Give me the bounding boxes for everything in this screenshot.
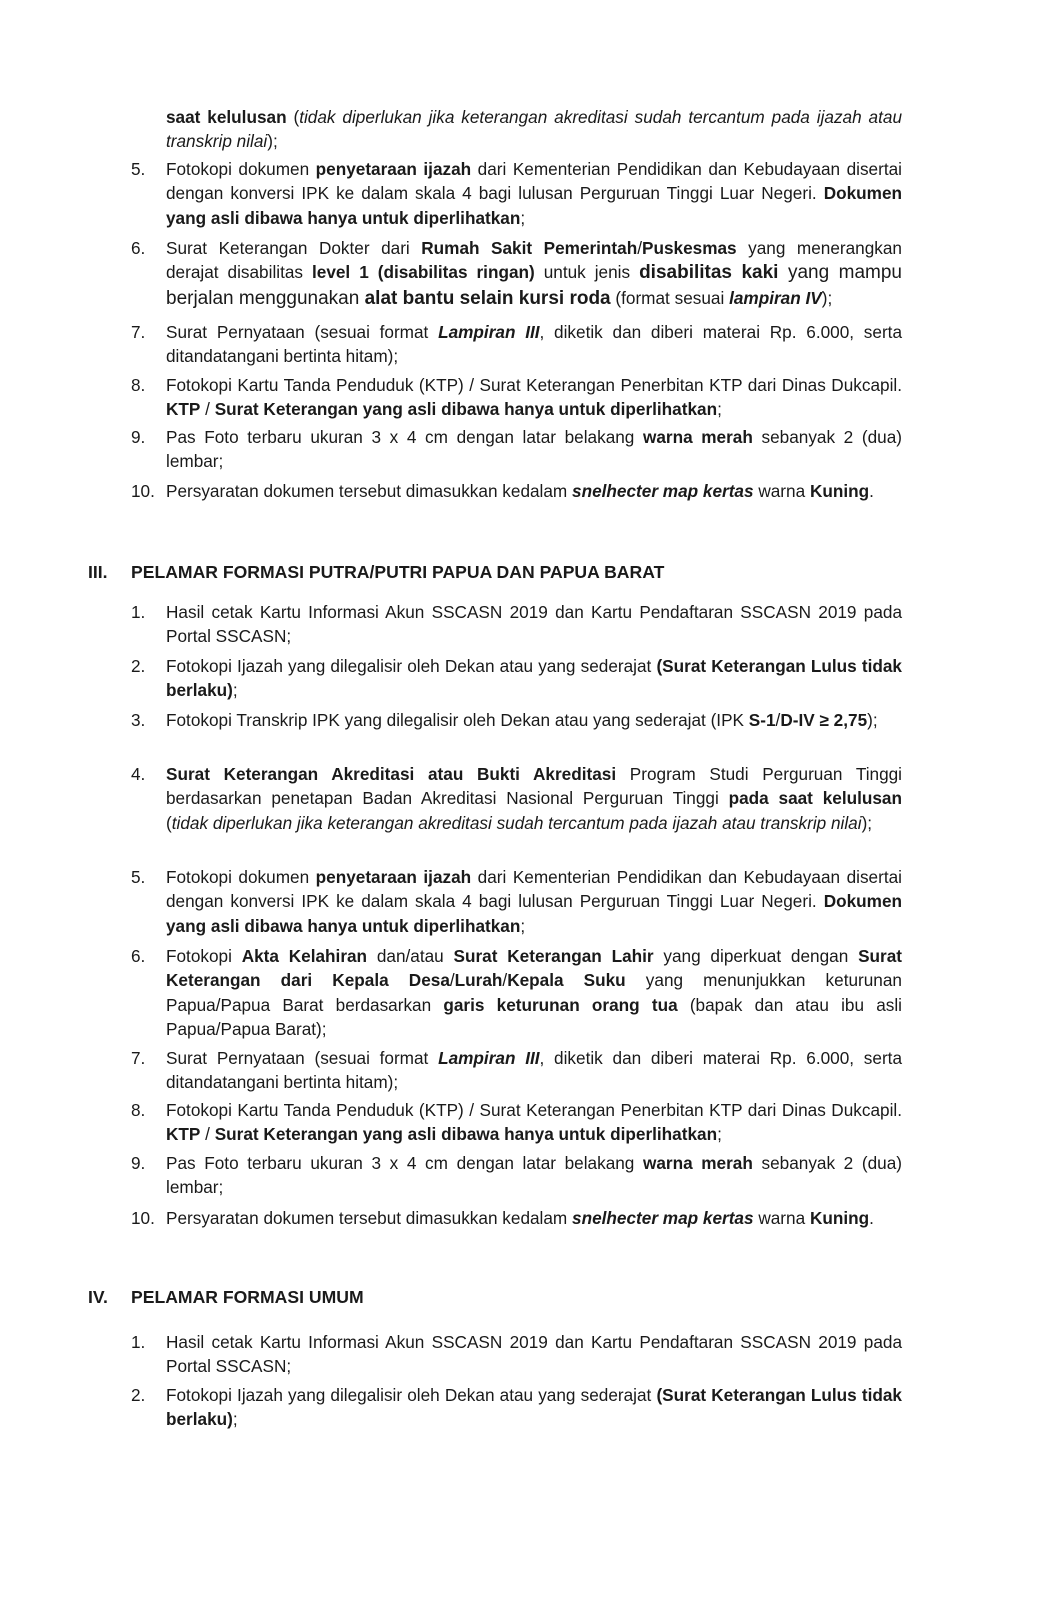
text-run: warna — [753, 1208, 810, 1228]
list-number: 5. — [131, 159, 146, 179]
bold-text: Surat Keterangan Lahir — [453, 946, 654, 966]
text-run: Surat Pernyataan (sesuai format — [166, 1048, 439, 1068]
list-item-text — [166, 1151, 902, 1200]
list-item-text — [166, 600, 902, 649]
bold-text: saat kelulusan — [166, 107, 287, 127]
bold-text: alat bantu selain kursi roda — [364, 287, 611, 309]
list-number: 10. — [131, 481, 155, 501]
list-item — [131, 1098, 902, 1147]
text-run: / — [637, 238, 642, 258]
text-run: yang menunjukkan keturunan Papua/Papua Barat berdasarkan — [166, 970, 902, 1015]
bold-text: (Surat Keterangan Lulus tidak berlaku) — [166, 1385, 902, 1430]
text-run: , diketik dan diberi materai Rp. 6.000, serta ditandatangani bertinta hitam); — [166, 322, 902, 367]
list-item — [131, 157, 902, 230]
list-number: 1. — [131, 1332, 146, 1352]
text-run: ; — [232, 1409, 238, 1430]
list-item-text — [166, 1383, 902, 1432]
list-item-text — [166, 425, 902, 474]
bold-text: penyetaraan ijazah — [315, 159, 472, 179]
text-run: . — [869, 481, 874, 501]
list-number: 7. — [131, 322, 146, 342]
list-item-text — [166, 654, 902, 703]
bold-text: Puskesmas — [642, 238, 737, 258]
list-number: 9. — [131, 1153, 146, 1173]
text-run: / — [200, 1124, 215, 1145]
list-item-text — [166, 373, 902, 422]
bold-text: level 1 (disabilitas ringan) — [311, 262, 535, 283]
list-item — [131, 708, 902, 732]
text-run: Fotokopi Kartu Tanda Penduduk (KTP) / Surat Keterangan Penerbitan KTP dari Dinas Dukcapil. — [166, 375, 902, 395]
list-number: 6. — [131, 238, 146, 258]
text-run: ; — [717, 1124, 722, 1145]
list-item-text — [166, 1206, 902, 1230]
list-number: 9. — [131, 427, 146, 447]
italic-text: tidak diperlukan jika keterangan akreditasi sudah tercantum pada ijazah atau transkrip nilai — [166, 107, 903, 152]
list-item — [131, 479, 902, 503]
text-run: Persyaratan dokumen tersebut dimasukkan kedalam — [166, 481, 573, 501]
bold-text: Dokumen yang asli dibawa hanya untuk diperlihatkan — [166, 183, 902, 228]
bold-text: snelhecter map kertas — [572, 481, 754, 501]
text-run: Fotokopi Transkrip IPK yang dilegalisir oleh Dekan atau yang sederajat (IPK — [166, 710, 749, 730]
text-run: sebanyak 2 (dua) lembar; — [166, 1153, 902, 1198]
text-run: warna — [753, 481, 810, 501]
text-run: Fotokopi Ijazah yang dilegalisir oleh Dekan atau yang sederajat — [166, 1385, 657, 1405]
list-item-text — [166, 762, 902, 835]
bold-text: Kuning — [809, 1208, 870, 1228]
bold-text: Lampiran III — [438, 322, 540, 342]
list-item — [131, 654, 902, 703]
text-run: Fotokopi — [166, 946, 242, 966]
list-item-text — [166, 236, 902, 311]
list-number: 1. — [131, 602, 146, 622]
list-item-text — [166, 1046, 902, 1095]
text-run: Fotokopi Kartu Tanda Penduduk (KTP) / Surat Keterangan Penerbitan KTP dari Dinas Dukcapil. — [166, 1100, 902, 1120]
text-run: ; — [232, 680, 238, 701]
list-item — [131, 1046, 902, 1095]
text-run: ; — [717, 399, 722, 420]
text-run: ; — [520, 207, 526, 228]
bold-text: (Surat Keterangan Lulus tidak berlaku) — [166, 656, 902, 701]
bold-text: Rumah Sakit Pemerintah — [421, 238, 638, 258]
list-item — [131, 865, 902, 938]
list-number: 2. — [131, 1385, 146, 1405]
list-item-text — [166, 708, 902, 732]
bold-text: S-1 — [748, 710, 776, 730]
text-run: (bapak dan atau ibu asli Papua/Papua Barat); — [166, 994, 902, 1040]
list-item — [131, 373, 902, 422]
list-item-text — [166, 865, 902, 938]
bold-text: warna merah — [642, 427, 753, 447]
text-run: untuk jenis — [534, 262, 640, 283]
list-number: 2. — [131, 656, 146, 676]
bold-text: penyetaraan ijazah — [315, 867, 472, 887]
bold-text: Lurah — [454, 970, 503, 991]
text-run: Surat Keterangan Dokter dari — [166, 238, 422, 258]
text-run: ( — [166, 812, 172, 833]
text-run: dari Kementerian Pendidikan dan Kebudayaan disertai dengan konversi IPK ke dalam skala 4 bagi lulusan Perguruan Tinggi Luar Negeri. — [166, 867, 902, 912]
list-item-text — [166, 320, 902, 369]
text-run: yang menerangkan derajat disabilitas — [166, 238, 902, 283]
list-item — [131, 1330, 902, 1379]
list-number: 7. — [131, 1048, 146, 1068]
bold-text: Surat Keterangan yang asli dibawa hanya untuk diperlihatkan — [214, 399, 718, 420]
list-item — [131, 1383, 902, 1432]
text-run: Hasil cetak Kartu Informasi Akun SSCASN 2019 dan Kartu Pendaftaran SSCASN 2019 pada Portal SSCASN; — [166, 1332, 902, 1377]
text-run: Persyaratan dokumen tersebut dimasukkan kedalam — [166, 1208, 573, 1228]
list-item-text — [166, 944, 902, 1042]
bold-text: Lampiran III — [438, 1048, 540, 1068]
list-item-text — [166, 157, 902, 230]
list-item-text — [166, 1098, 902, 1147]
section-number: IV. — [88, 1287, 108, 1307]
bold-text: lampiran IV — [729, 287, 822, 308]
text-run: sebanyak 2 (dua) lembar; — [166, 427, 902, 472]
list-number: 8. — [131, 375, 146, 395]
list-item-text — [166, 479, 902, 503]
bold-text: Akta Kelahiran — [241, 946, 368, 966]
bold-text: Kuning — [809, 481, 870, 501]
text-run: / — [449, 970, 455, 991]
text-run: Pas Foto terbaru ukuran 3 x 4 cm dengan latar belakang — [166, 1153, 643, 1173]
text-run: Pas Foto terbaru ukuran 3 x 4 cm dengan latar belakang — [166, 427, 643, 447]
section-heading-iv — [88, 1285, 364, 1309]
bold-text: warna merah — [642, 1153, 753, 1173]
list-number: 6. — [131, 946, 146, 966]
text-run: , diketik dan diberi materai Rp. 6.000, serta ditandatangani bertinta hitam); — [166, 1048, 902, 1093]
list-number: 8. — [131, 1100, 146, 1120]
text-run: ); — [867, 710, 878, 730]
continuation-paragraph: saat kelulusan (tidak diperlukan jika keterangan akreditasi sudah tercantum pada ijazah atau transkrip nilai); — [166, 107, 903, 152]
list-item — [131, 600, 902, 649]
bold-text: disabilitas kaki — [639, 262, 779, 284]
text-run: yang mampu berjalan menggunakan — [166, 262, 902, 309]
list-number: 4. — [131, 764, 146, 784]
list-number: 10. — [131, 1208, 155, 1228]
list-item — [131, 1151, 902, 1200]
text-run: Fotokopi dokumen — [166, 159, 316, 179]
bold-text: Surat Keterangan Akreditasi atau Bukti Akreditasi — [166, 764, 617, 784]
bold-text: Kepala Suku — [507, 970, 626, 991]
bold-text: Surat Keterangan yang asli dibawa hanya untuk diperlihatkan — [214, 1124, 718, 1145]
text-run: / — [200, 399, 215, 420]
text-run: ); — [821, 287, 833, 308]
list-item — [131, 320, 902, 369]
bold-text: D-IV ≥ 2,75 — [780, 710, 868, 730]
bold-text: garis keturunan orang tua — [443, 994, 678, 1015]
text-run: ; — [520, 915, 526, 936]
bold-text: pada saat kelulusan — [728, 788, 902, 809]
text-run: dari Kementerian Pendidikan dan Kebudayaan disertai dengan konversi IPK ke dalam skala 4 bagi lulusan Perguruan Tinggi Luar Negeri. — [166, 159, 902, 204]
text-run: yang diperkuat dengan — [653, 946, 859, 966]
section-title: PELAMAR FORMASI UMUM — [131, 1287, 364, 1307]
text-run: / — [502, 970, 508, 991]
italic-text: tidak diperlukan jika keterangan akreditasi sudah tercantum pada ijazah atau transkrip nilai — [171, 812, 862, 833]
bold-text: Surat Keterangan dari Kepala Desa — [166, 946, 902, 991]
bold-text: Dokumen yang asli dibawa hanya untuk diperlihatkan — [166, 891, 902, 936]
list-item — [131, 944, 902, 1042]
list-number: 3. — [131, 710, 146, 730]
text-run: Surat Pernyataan (sesuai format — [166, 322, 439, 342]
text-run: dan/atau — [367, 946, 454, 966]
list-item — [131, 1206, 902, 1230]
list-item — [131, 425, 902, 474]
text-run: . — [869, 1208, 874, 1228]
text-run: Fotokopi Ijazah yang dilegalisir oleh Dekan atau yang sederajat — [166, 656, 657, 676]
text-run: / — [775, 710, 781, 730]
text-run: Fotokopi dokumen — [166, 867, 316, 887]
bold-text: KTP — [166, 399, 201, 420]
bold-text: snelhecter map kertas — [572, 1208, 754, 1228]
section-title: PELAMAR FORMASI PUTRA/PUTRI PAPUA DAN PAPUA BARAT — [131, 562, 665, 582]
text-run: Program Studi Perguruan Tinggi berdasarkan penetapan Badan Akreditasi Nasional Perguruan Tinggi — [166, 764, 903, 809]
list-item — [131, 762, 902, 835]
list-item-text — [166, 1330, 902, 1379]
text-run: Hasil cetak Kartu Informasi Akun SSCASN 2019 dan Kartu Pendaftaran SSCASN 2019 pada Portal SSCASN; — [166, 602, 902, 647]
section-number: III. — [88, 562, 108, 582]
section-heading-iii — [88, 560, 664, 584]
list-number: 5. — [131, 867, 146, 887]
bold-text: KTP — [166, 1124, 201, 1145]
list-item — [131, 236, 902, 311]
text-run: ); — [861, 812, 873, 833]
text-run: (format sesuai — [610, 287, 730, 308]
